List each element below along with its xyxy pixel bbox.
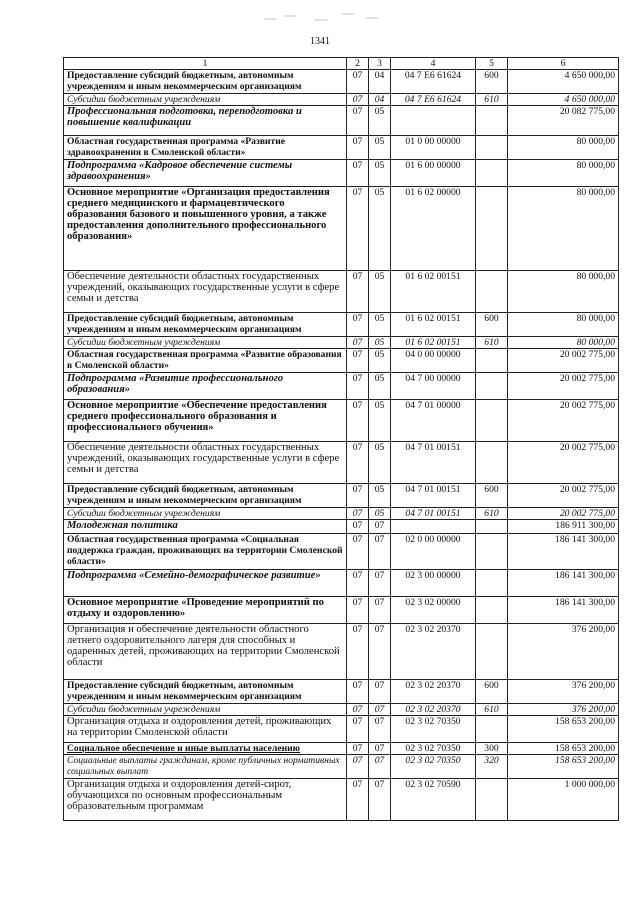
expense-type-cell: [476, 570, 508, 597]
amount-cell: 186 141 300,00: [508, 570, 619, 597]
expense-type-cell: 610: [476, 508, 508, 520]
amount-cell: 186 911 300,00: [508, 520, 619, 534]
row-name-cell: Подпрограмма «Кадровое обеспечение системы здравоохранения»: [64, 160, 347, 187]
row-name-cell: Предоставление субсидий бюджетным, автономным учреждениям и иным некоммерческим организациям: [64, 680, 347, 704]
table-row: [64, 704, 619, 716]
row-name-cell: Субсидии бюджетным учреждениям: [64, 337, 347, 349]
expense-type-cell: 300: [476, 743, 508, 755]
target-article-cell: 02 3 02 70590: [391, 779, 476, 821]
amount-cell: 158 653 200,00: [508, 755, 619, 779]
table-row: [64, 570, 619, 597]
subsection-code-cell: 05: [369, 400, 391, 442]
header-cell: 5: [476, 58, 508, 70]
expense-type-cell: [476, 187, 508, 271]
amount-cell: 20 002 775,00: [508, 484, 619, 508]
subsection-code-cell: 07: [369, 534, 391, 570]
row-name-cell: Субсидии бюджетным учреждениям: [64, 94, 347, 106]
section-code-cell: 07: [347, 94, 369, 106]
section-code-cell: 07: [347, 160, 369, 187]
subsection-code-cell: 05: [369, 187, 391, 271]
subsection-code-cell: 05: [369, 442, 391, 484]
target-article-cell: 02 0 00 00000: [391, 534, 476, 570]
subsection-code-cell: 07: [369, 704, 391, 716]
header-cell: 2: [347, 58, 369, 70]
table-row: [64, 313, 619, 337]
header-cell: 4: [391, 58, 476, 70]
subsection-code-cell: 05: [369, 160, 391, 187]
subsection-code-cell: 05: [369, 373, 391, 400]
amount-cell: 186 141 300,00: [508, 534, 619, 570]
section-code-cell: 07: [347, 271, 369, 313]
table-row: [64, 70, 619, 94]
row-name-cell: Областная государственная программа «Развитие образования в Смоленской области»: [64, 349, 347, 373]
row-name-cell: Организация и обеспечение деятельности областного летнего оздоровительного лагеря для способных и одаренных детей, проживающих на территории Смоленской области: [64, 624, 347, 680]
amount-cell: 20 082 775,00: [508, 106, 619, 136]
subsection-code-cell: 05: [369, 508, 391, 520]
target-article-cell: 02 3 02 70350: [391, 716, 476, 743]
row-name-cell: Предоставление субсидий бюджетным, автономным учреждениям и иным некоммерческим организациям: [64, 70, 347, 94]
target-article-cell: 02 3 02 70350: [391, 755, 476, 779]
table-row: [64, 755, 619, 779]
section-code-cell: 07: [347, 337, 369, 349]
table-row: [64, 680, 619, 704]
target-article-cell: 04 0 00 00000: [391, 349, 476, 373]
amount-cell: 1 000 000,00: [508, 779, 619, 821]
section-code-cell: 07: [347, 373, 369, 400]
amount-cell: 376 200,00: [508, 704, 619, 716]
subsection-code-cell: 07: [369, 680, 391, 704]
target-article-cell: 04 7 Е6 61624: [391, 70, 476, 94]
table-row: [64, 106, 619, 136]
target-article-cell: 02 3 00 00000: [391, 570, 476, 597]
section-code-cell: 07: [347, 442, 369, 484]
row-name-cell: Областная государственная программа «Развитие здравоохранения в Смоленской области»: [64, 136, 347, 160]
subsection-code-cell: 05: [369, 271, 391, 313]
expense-type-cell: [476, 779, 508, 821]
header-cell: 3: [369, 58, 391, 70]
subsection-code-cell: 05: [369, 136, 391, 160]
amount-cell: 158 653 200,00: [508, 716, 619, 743]
expense-type-cell: [476, 373, 508, 400]
section-code-cell: 07: [347, 624, 369, 680]
subsection-code-cell: 07: [369, 755, 391, 779]
row-name-cell: Областная государственная программа «Социальная поддержка граждан, проживающих на территории Смоленской области»: [64, 534, 347, 570]
amount-cell: 4 650 000,00: [508, 94, 619, 106]
amount-cell: 158 653 200,00: [508, 743, 619, 755]
table-row: [64, 484, 619, 508]
amount-cell: 80 000,00: [508, 187, 619, 271]
expense-type-cell: [476, 106, 508, 136]
subsection-code-cell: 07: [369, 520, 391, 534]
expense-type-cell: [476, 534, 508, 570]
table-row: [64, 743, 619, 755]
section-code-cell: 07: [347, 484, 369, 508]
amount-cell: 20 002 775,00: [508, 508, 619, 520]
expense-type-cell: [476, 716, 508, 743]
expense-type-cell: 600: [476, 680, 508, 704]
row-name-cell: Социальное обеспечение и иные выплаты населению: [64, 743, 347, 755]
section-code-cell: 07: [347, 704, 369, 716]
expense-type-cell: 320: [476, 755, 508, 779]
amount-cell: 20 002 775,00: [508, 373, 619, 400]
table-row: [64, 508, 619, 520]
target-article-cell: 01 6 02 00151: [391, 313, 476, 337]
table-row: [64, 160, 619, 187]
section-code-cell: 07: [347, 106, 369, 136]
table-row: [64, 716, 619, 743]
row-name-cell: Социальные выплаты гражданам, кроме публичных нормативных социальных выплат: [64, 755, 347, 779]
target-article-cell: 01 6 02 00151: [391, 337, 476, 349]
row-name-cell: Основное мероприятие «Организация предоставления среднего медицинского и фармацевтического образования базового и повышенного уровня, а также предоставления дополнительного профессионального образования»: [64, 187, 347, 271]
section-code-cell: 07: [347, 779, 369, 821]
target-article-cell: 02 3 02 20370: [391, 704, 476, 716]
section-code-cell: 07: [347, 349, 369, 373]
expense-type-cell: 610: [476, 337, 508, 349]
target-article-cell: 04 7 01 00151: [391, 442, 476, 484]
target-article-cell: 04 7 01 00000: [391, 400, 476, 442]
target-article-cell: 01 6 02 00151: [391, 271, 476, 313]
amount-cell: 20 002 775,00: [508, 400, 619, 442]
subsection-code-cell: 05: [369, 106, 391, 136]
table-row: [64, 520, 619, 534]
section-code-cell: 07: [347, 508, 369, 520]
target-article-cell: 04 7 01 00151: [391, 484, 476, 508]
expense-type-cell: 600: [476, 484, 508, 508]
table-row: [64, 779, 619, 821]
amount-cell: 80 000,00: [508, 337, 619, 349]
subsection-code-cell: 07: [369, 716, 391, 743]
expense-type-cell: [476, 624, 508, 680]
target-article-cell: 02 3 02 00000: [391, 597, 476, 624]
row-name-cell: Субсидии бюджетным учреждениям: [64, 704, 347, 716]
section-code-cell: 07: [347, 597, 369, 624]
subsection-code-cell: 07: [369, 624, 391, 680]
expense-type-cell: [476, 520, 508, 534]
expense-type-cell: [476, 271, 508, 313]
row-name-cell: Предоставление субсидий бюджетным, автономным учреждениям и иным некоммерческим организациям: [64, 484, 347, 508]
row-name-cell: Обеспечение деятельности областных государственных учреждений, оказывающих государственные услуги в сфере семьи и детства: [64, 442, 347, 484]
section-code-cell: 07: [347, 534, 369, 570]
row-name-cell: Подпрограмма «Развитие профессионального образования»: [64, 373, 347, 400]
section-code-cell: 07: [347, 743, 369, 755]
subsection-code-cell: 04: [369, 94, 391, 106]
row-name-cell: Субсидии бюджетным учреждениям: [64, 508, 347, 520]
page-number: 1341: [310, 36, 330, 47]
table-row: [64, 400, 619, 442]
amount-cell: 20 002 775,00: [508, 442, 619, 484]
subsection-code-cell: 05: [369, 337, 391, 349]
scan-artifact-mark: [262, 10, 382, 24]
section-code-cell: 07: [347, 520, 369, 534]
table-row: [64, 597, 619, 624]
amount-cell: 80 000,00: [508, 313, 619, 337]
subsection-code-cell: 07: [369, 779, 391, 821]
table-row: [64, 94, 619, 106]
subsection-code-cell: 05: [369, 349, 391, 373]
budget-table: [63, 57, 619, 821]
section-code-cell: 07: [347, 187, 369, 271]
target-article-cell: 02 3 02 20370: [391, 624, 476, 680]
expense-type-cell: [476, 442, 508, 484]
target-article-cell: 01 0 00 00000: [391, 136, 476, 160]
table-row: [64, 373, 619, 400]
target-article-cell: 01 6 02 00000: [391, 187, 476, 271]
expense-type-cell: 610: [476, 704, 508, 716]
table-header-row: [64, 58, 619, 70]
amount-cell: 186 141 300,00: [508, 597, 619, 624]
section-code-cell: 07: [347, 136, 369, 160]
row-name-cell: Предоставление субсидий бюджетным, автономным учреждениям и иным некоммерческим организациям: [64, 313, 347, 337]
row-name-cell: Подпрограмма «Семейно-демографическое развитие»: [64, 570, 347, 597]
section-code-cell: 07: [347, 755, 369, 779]
subsection-code-cell: 05: [369, 484, 391, 508]
expense-type-cell: [476, 349, 508, 373]
row-name-cell: Молодежная политика: [64, 520, 347, 534]
table-row: [64, 442, 619, 484]
expense-type-cell: 600: [476, 70, 508, 94]
section-code-cell: 07: [347, 680, 369, 704]
table-row: [64, 187, 619, 271]
section-code-cell: 07: [347, 570, 369, 597]
amount-cell: 376 200,00: [508, 624, 619, 680]
row-name-cell: Организация отдыха и оздоровления детей, проживающих на территории Смоленской области: [64, 716, 347, 743]
table-body: [64, 70, 619, 821]
row-name-cell: Основное мероприятие «Проведение мероприятий по отдыху и оздоровлению»: [64, 597, 347, 624]
subsection-code-cell: 05: [369, 313, 391, 337]
amount-cell: 80 000,00: [508, 160, 619, 187]
subsection-code-cell: 07: [369, 597, 391, 624]
expense-type-cell: 610: [476, 94, 508, 106]
target-article-cell: 04 7 00 00000: [391, 373, 476, 400]
section-code-cell: 07: [347, 313, 369, 337]
table-row: [64, 624, 619, 680]
amount-cell: 20 002 775,00: [508, 349, 619, 373]
expense-type-cell: [476, 400, 508, 442]
header-cell: 1: [64, 58, 347, 70]
target-article-cell: [391, 106, 476, 136]
amount-cell: 376 200,00: [508, 680, 619, 704]
table-row: [64, 136, 619, 160]
amount-cell: 4 650 000,00: [508, 70, 619, 94]
section-code-cell: 07: [347, 400, 369, 442]
amount-cell: 80 000,00: [508, 271, 619, 313]
target-article-cell: 04 7 01 00151: [391, 508, 476, 520]
target-article-cell: [391, 520, 476, 534]
target-article-cell: 02 3 02 70350: [391, 743, 476, 755]
section-code-cell: 07: [347, 70, 369, 94]
target-article-cell: 02 3 02 20370: [391, 680, 476, 704]
table-row: [64, 337, 619, 349]
target-article-cell: 04 7 Е6 61624: [391, 94, 476, 106]
header-cell: 6: [508, 58, 619, 70]
amount-cell: 80 000,00: [508, 136, 619, 160]
target-article-cell: 01 6 00 00000: [391, 160, 476, 187]
table-row: [64, 534, 619, 570]
row-name-cell: Профессиональная подготовка, переподготовка и повышение квалификации: [64, 106, 347, 136]
expense-type-cell: [476, 160, 508, 187]
row-name-cell: Основное мероприятие «Обеспечение предоставления среднего профессионального образования и профессионального обучения»: [64, 400, 347, 442]
expense-type-cell: 600: [476, 313, 508, 337]
subsection-code-cell: 07: [369, 570, 391, 597]
table-row: [64, 349, 619, 373]
row-name-cell: Обеспечение деятельности областных государственных учреждений, оказывающих государственные услуги в сфере семьи и детства: [64, 271, 347, 313]
expense-type-cell: [476, 136, 508, 160]
subsection-code-cell: 04: [369, 70, 391, 94]
row-name-cell: Организация отдыха и оздоровления детей-сирот, обучающихся по основным профессиональным образовательным программам: [64, 779, 347, 821]
subsection-code-cell: 07: [369, 743, 391, 755]
section-code-cell: 07: [347, 716, 369, 743]
expense-type-cell: [476, 597, 508, 624]
table-row: [64, 271, 619, 313]
